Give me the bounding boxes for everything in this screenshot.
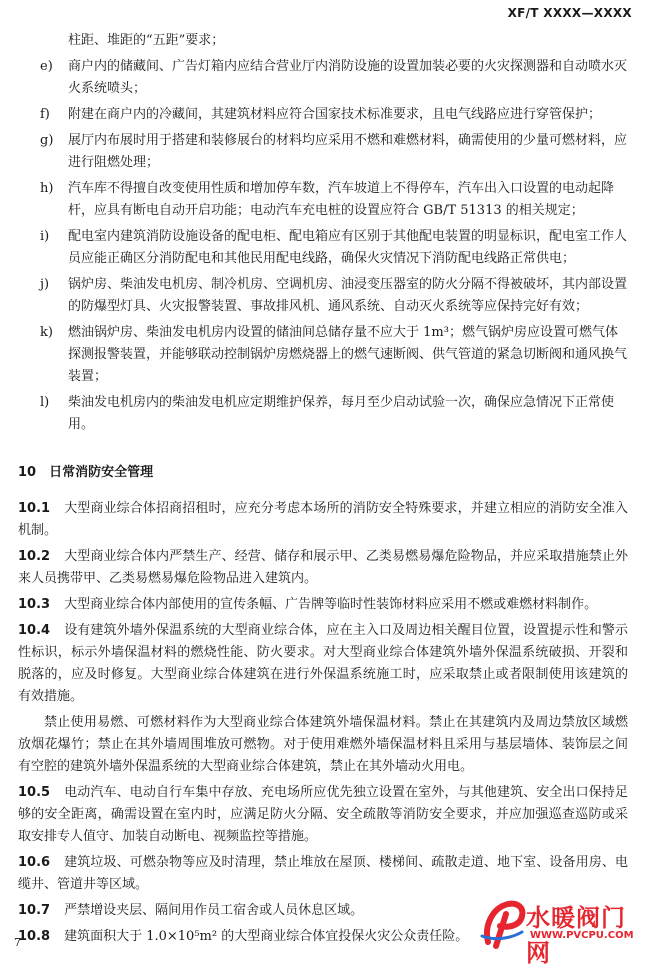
watermark-title: 水暖阀门网 [526,904,626,967]
list-item-text: 展厅内布展时用于搭建和装修展台的材料均应采用不燃和难燃材料，确需使用的少量可燃材料，应进行阻燃处理； [68,133,628,170]
list-item-label: k) [40,325,53,340]
clause-10-5 [18,782,628,848]
list-item-text: 柱距、堆距的“五距”要求； [68,33,225,48]
list-item-text: 商户内的储藏间、广告灯箱内应结合营业厅内消防设施的设置加装必要的火灾探测器和自动喷水灭火系统喷头； [68,59,628,96]
list-item-g [0,130,650,174]
list-item-label: i) [40,229,50,244]
list-item-k [0,322,650,388]
clause-text: 大型商业综合体内严禁生产、经营、储存和展示甲、乙类易燃易爆危险物品，并应采取措施禁止外来人员携带甲、乙类易燃易爆危险物品进入建筑内。 [18,549,628,586]
clause-number: 10.5 [18,785,51,800]
clause-text: 大型商业综合体招商招租时，应充分考虑本场所的消防安全特殊要求，并建立相应的消防安全准入机制。 [18,501,628,538]
clause-10-4-paragraph: 禁止使用易燃、可燃材料作为大型商业综合体建筑外墙保温材料。禁止在其建筑内及周边禁放区域燃放烟花爆竹；禁止在其外墙周围堆放可燃物。对于使用难燃外墙保温材料且采用与基层墙体、装饰层之间有空腔的建筑外墙外保温系统的大型商业综合体建筑，禁止在其外墙动火用电。 [18,715,628,774]
list-item-e [0,56,650,100]
document-id: XF/T XXXX—XXXX [507,6,632,20]
clause-text: 建筑面积大于 1.0×10⁵m² 的大型商业综合体宜投保火灾公众责任险。 [64,929,469,944]
clause-10-2 [18,546,628,590]
list-item-label: e) [40,59,53,74]
list-item-text: 燃油锅炉房、柴油发电机房内设置的储油间总储存量不应大于 1m³；燃气锅炉房应设置可燃气体探测报警装置，并能够联动控制锅炉房燃烧器上的燃气速断阀、供气管道的紧急切断阀和通风换气装置； [68,325,628,384]
clause-text: 设有建筑外墙外保温系统的大型商业综合体，应在主入口及周边相关醒目位置，设置提示性和警示性标识，标示外墙保温材料的燃烧性能、防火要求。对大型商业综合体建筑外墙外保温系统破损、开裂和脱落的，应及时修复。大型商业综合体建筑在进行外保温系统施工时，应采取禁止或者限制使用该建筑的有效措施。 [18,623,628,704]
clause-10-6 [18,852,628,896]
list-item-l [0,392,650,436]
clause-text: 建筑垃圾、可燃杂物等应及时清理，禁止堆放在屋顶、楼梯间、疏散走道、地下室、设备用房、电缆井、管道井等区域。 [18,855,628,892]
list-item-label: l) [40,395,50,410]
list-item-text: 柴油发电机房内的柴油发电机应定期维护保养，每月至少启动试验一次，确保应急情况下正常使用。 [68,395,615,432]
site-logo-icon [478,896,528,950]
list-item-j [0,274,650,318]
list-item-i [0,226,650,270]
clause-10-4 [18,620,628,708]
clause-number: 10.2 [18,549,51,564]
list-item-label: j) [40,277,50,292]
section-heading: 10 日常消防安全管理 [18,465,154,480]
list-item-text: 附建在商户内的冷藏间，其建筑材料应符合国家技术标准要求，且电气线路应进行穿管保护； [68,107,602,122]
clause-10-1 [18,498,628,542]
watermark-url: WWW.PVCPU.COM [530,930,634,941]
clause-text: 大型商业综合体内部使用的宣传条幅、广告牌等临时性装饰材料应采用不燃或难燃材料制作。 [64,597,598,612]
list-item-label: g) [40,133,54,148]
list-item-text: 锅炉房、柴油发电机房、制冷机房、空调机房、油浸变压器室的防火分隔不得被破坏，其内部设置的防爆型灯具、火灾报警装置、事故排风机、通风系统、自动灭火系统等应保持完好有效； [68,277,628,314]
clause-number: 10.4 [18,623,51,638]
clause-text: 严禁增设夹层、隔间用作员工宿舍或人员休息区域。 [64,903,364,918]
list-item-text: 配电室内建筑消防设施设备的配电柜、配电箱应有区别于其他配电装置的明显标识，配电室工作人员应能正确区分消防配电和其他民用配电线路，确保火灾情况下消防配电线路正常供电； [68,229,628,266]
page-content [0,30,650,952]
clause-number: 10.6 [18,855,51,870]
list-item-h [0,178,650,222]
page-number: 7 [14,936,21,949]
clause-number: 10.8 [18,929,51,944]
clause-number: 10.1 [18,501,51,516]
clause-number: 10.7 [18,903,51,918]
list-item-label: f) [40,107,50,122]
list-item-continuation [0,30,650,52]
list-item-f [0,104,650,126]
clause-10-3 [18,594,628,616]
site-watermark [478,896,648,967]
list-item-text: 汽车库不得擅自改变使用性质和增加停车数，汽车坡道上不得停车，汽车出入口设置的电动起降杆，应具有断电自动开启功能；电动汽车充电桩的设置应符合 GB/T 51313 的相关规定； [68,181,615,218]
list-item-label: h) [40,181,54,196]
clause-number: 10.3 [18,597,51,612]
clause-text: 电动汽车、电动自行车集中存放、充电场所应优先独立设置在室外，与其他建筑、安全出口保持足够的安全距离，确需设置在室内时，应满足防火分隔、安全疏散等消防安全要求，并应加强巡查巡防或采取安排专人值守、加装自动断电、视频监控等措施。 [18,785,628,844]
